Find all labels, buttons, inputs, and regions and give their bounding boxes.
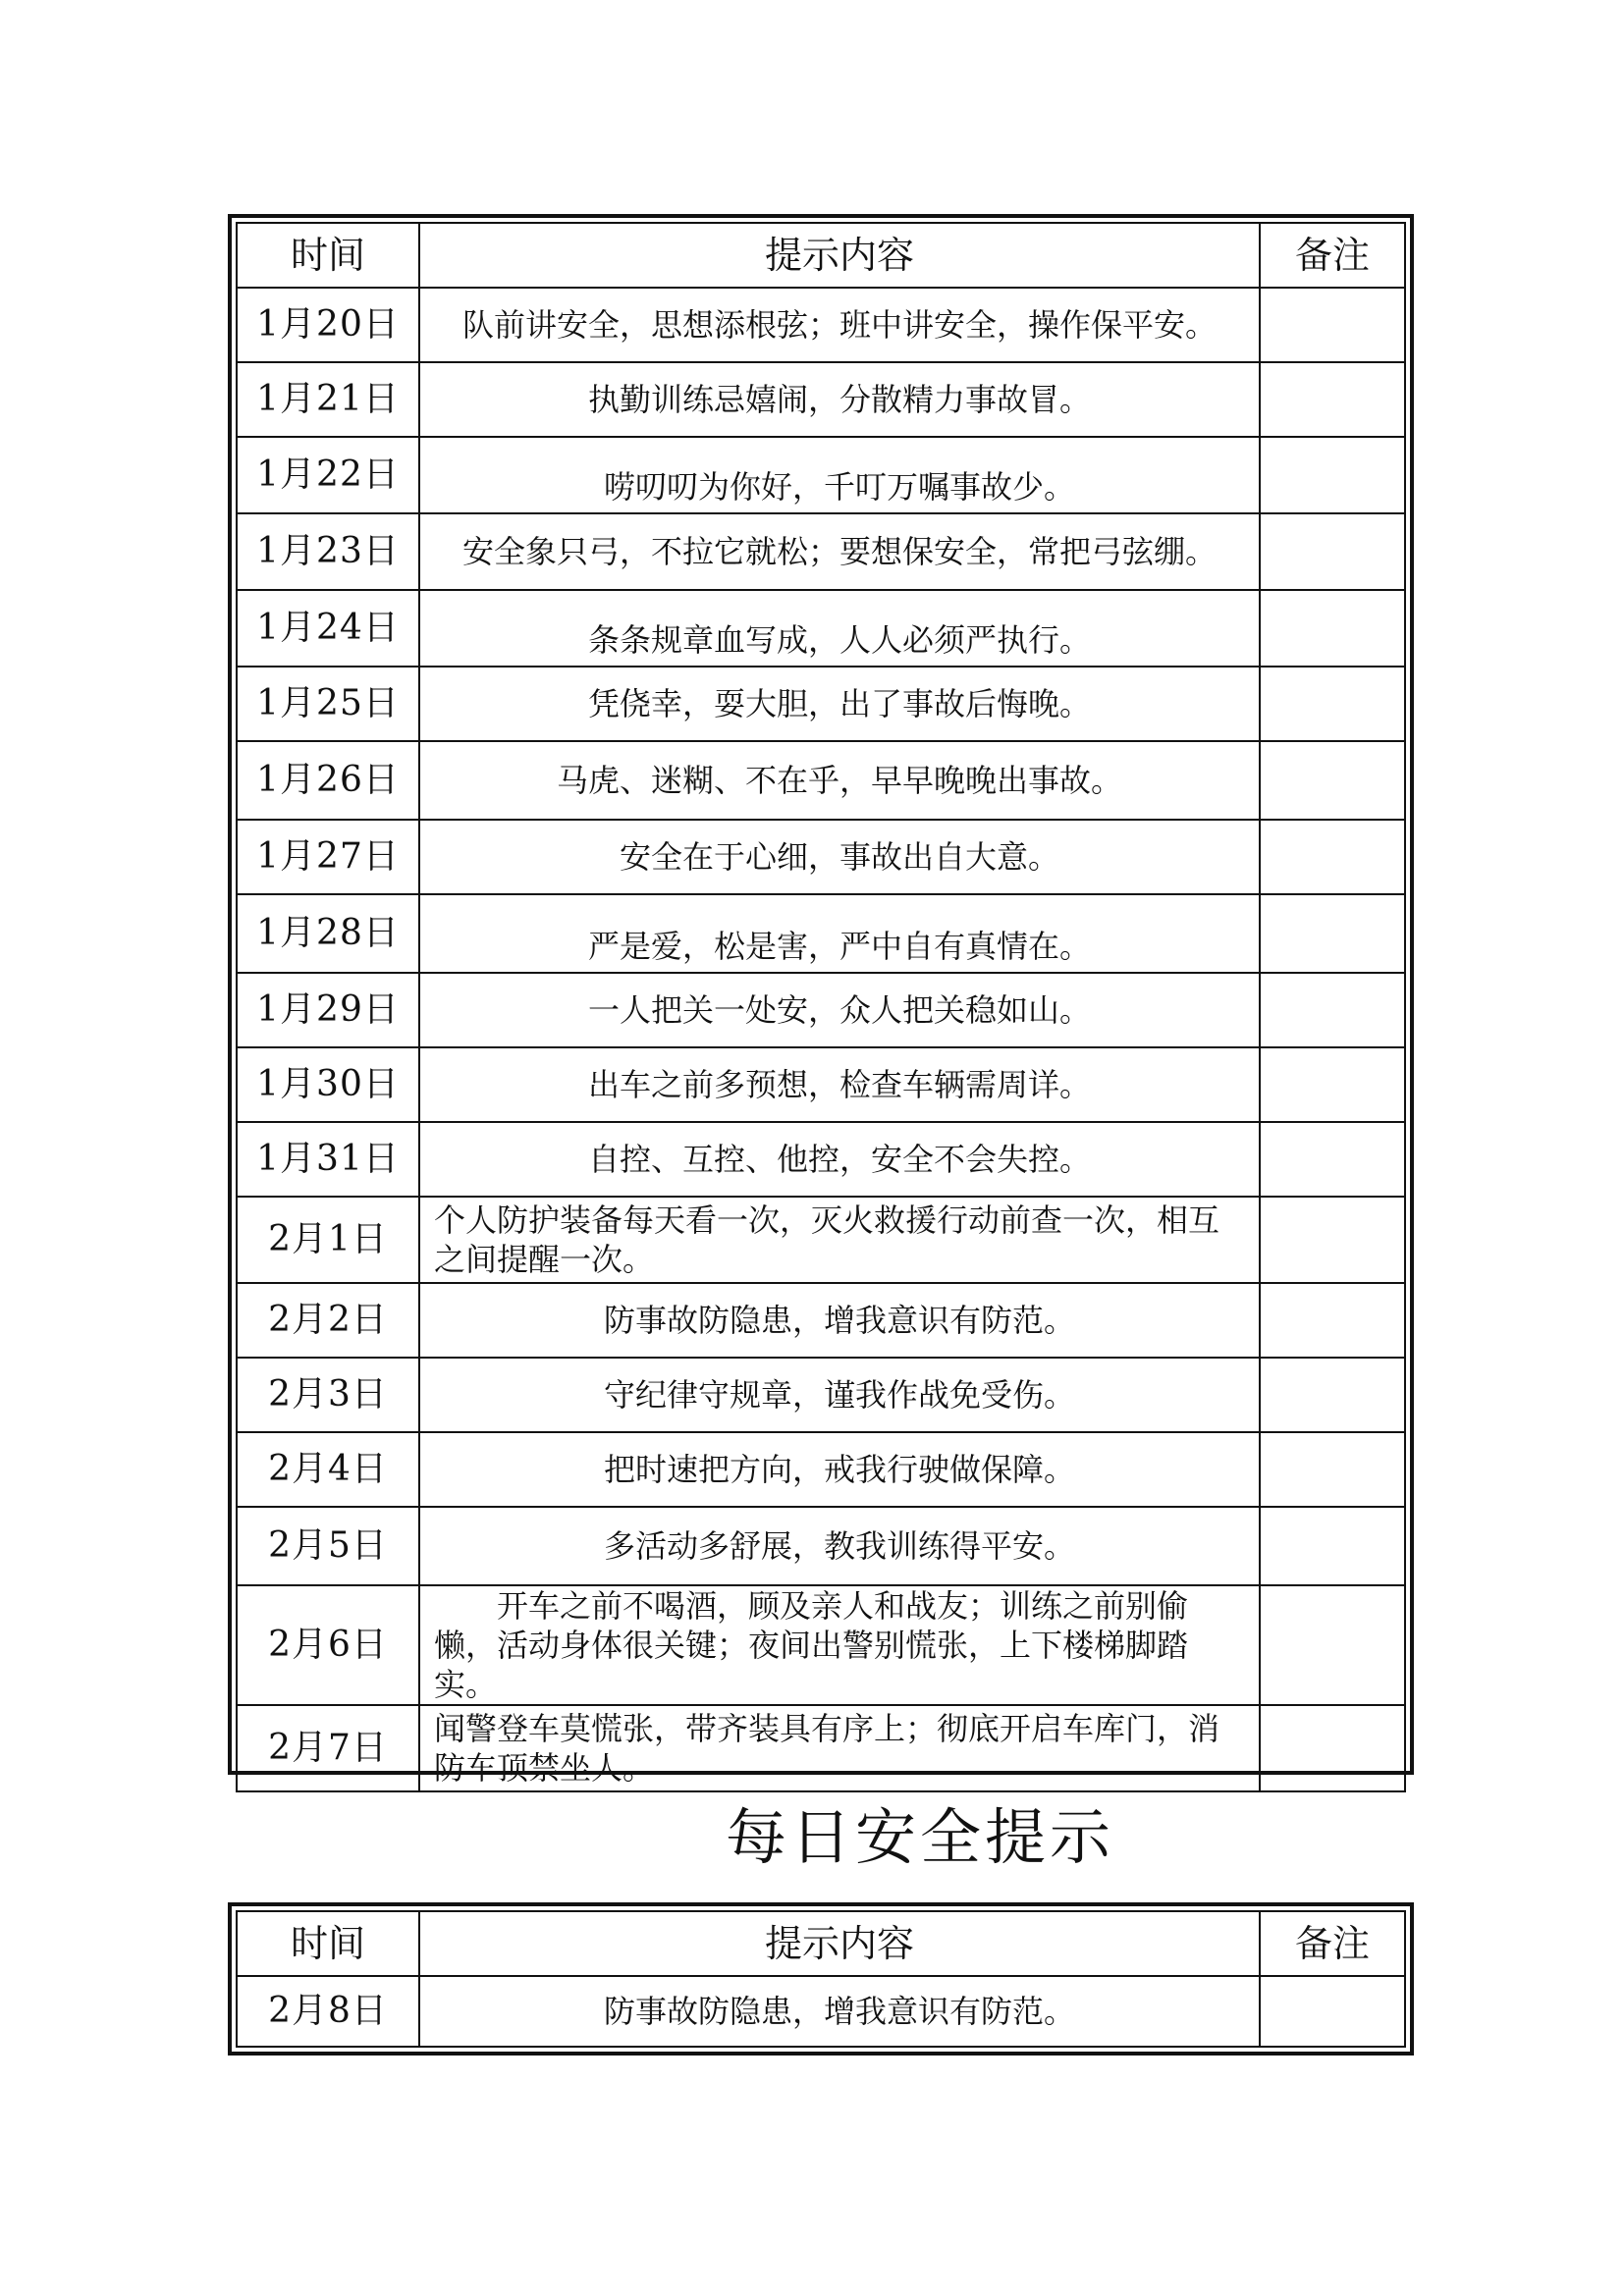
row-date: 1月26日 [237,741,419,820]
table-row [237,1197,1405,1283]
table-header-row [237,1911,1405,1976]
row-tip: 防事故防隐患，增我意识有防范。 [419,1283,1260,1358]
row-tip: 多活动多舒展，教我训练得平安。 [419,1507,1260,1585]
table-row [237,820,1405,894]
row-date: 2月4日 [237,1432,419,1507]
row-note [1260,1507,1405,1585]
row-note [1260,741,1405,820]
table-row [237,741,1405,820]
table-row [237,1047,1405,1122]
row-tip: 执勤训练忌嬉闹，分散精力事故冒。 [419,362,1260,437]
row-tip: 安全象只弓，不拉它就松；要想保安全，常把弓弦绷。 [419,513,1260,590]
row-tip: 严是爱，松是害，严中自有真情在。 [419,894,1260,973]
header-note: 备注 [1260,223,1405,288]
row-tip: 守纪律守规章，谨我作战免受伤。 [419,1358,1260,1432]
row-date: 2月5日 [237,1507,419,1585]
row-tip: 闻警登车莫慌张，带齐装具有序上；彻底开启车库门，消防车顶禁坐人。 [419,1705,1260,1791]
table-row [237,1283,1405,1358]
row-tip: 出车之前多预想，检查车辆需周详。 [419,1047,1260,1122]
row-tip: 自控、互控、他控，安全不会失控。 [419,1122,1260,1197]
row-note [1260,362,1405,437]
row-note [1260,1197,1405,1283]
table-row [237,973,1405,1047]
row-note [1260,1432,1405,1507]
row-note [1260,1976,1405,2047]
row-date: 2月2日 [237,1283,419,1358]
row-note [1260,437,1405,513]
row-tip: 凭侥幸，耍大胆，出了事故后悔晚。 [419,667,1260,741]
table-header-row [237,223,1405,288]
page-title: 每日安全提示 [725,1801,1114,1873]
row-tip: 马虎、迷糊、不在乎，早早晚晚出事故。 [419,741,1260,820]
header-time: 时间 [237,223,419,288]
table-row [237,590,1405,667]
table-row [237,513,1405,590]
row-date: 1月31日 [237,1122,419,1197]
row-note [1260,1122,1405,1197]
row-date: 1月20日 [237,288,419,362]
row-tip: 安全在于心细，事故出自大意。 [419,820,1260,894]
row-note [1260,820,1405,894]
table-row [237,1358,1405,1432]
header-content: 提示内容 [419,223,1260,288]
row-tip: 个人防护装备每天看一次，灭火救援行动前查一次，相互之间提醒一次。 [419,1197,1260,1283]
row-date: 1月23日 [237,513,419,590]
row-date: 1月28日 [237,894,419,973]
row-tip: 开车之前不喝酒，顾及亲人和战友；训练之前别偷懒，活动身体很关键；夜间出警别慌张，上下楼梯脚踏实。 [419,1585,1260,1705]
row-date: 2月8日 [237,1976,419,2047]
row-tip: 防事故防隐患，增我意识有防范。 [419,1976,1260,2047]
row-tip: 条条规章血写成，人人必须严执行。 [419,590,1260,667]
row-date: 1月30日 [237,1047,419,1122]
table-row [237,1705,1405,1791]
row-date: 2月7日 [237,1705,419,1791]
row-date: 1月22日 [237,437,419,513]
row-note [1260,973,1405,1047]
row-date: 2月1日 [237,1197,419,1283]
row-tip: 把时速把方向，戒我行驶做保障。 [419,1432,1260,1507]
row-tip: 队前讲安全，思想添根弦；班中讲安全，操作保平安。 [419,288,1260,362]
row-note [1260,894,1405,973]
table-row [237,288,1405,362]
row-date: 2月6日 [237,1585,419,1705]
table-row [237,362,1405,437]
row-note [1260,1283,1405,1358]
row-tip: 一人把关一处安，众人把关稳如山。 [419,973,1260,1047]
table-row [237,1585,1405,1705]
table-row [237,437,1405,513]
row-date: 1月21日 [237,362,419,437]
header-time: 时间 [237,1911,419,1976]
table-row [237,894,1405,973]
row-date: 1月27日 [237,820,419,894]
safety-table-2 [228,1902,1414,2056]
table-row [237,1507,1405,1585]
row-tip: 唠叨叨为你好，千叮万嘱事故少。 [419,437,1260,513]
row-date: 2月3日 [237,1358,419,1432]
table-row [237,1432,1405,1507]
header-content: 提示内容 [419,1911,1260,1976]
header-note: 备注 [1260,1911,1405,1976]
table-row [237,1976,1405,2047]
safety-table-1 [228,214,1414,1787]
row-note [1260,513,1405,590]
row-note [1260,590,1405,667]
row-note [1260,1705,1405,1791]
row-note [1260,288,1405,362]
row-date: 1月25日 [237,667,419,741]
table-row [237,1122,1405,1197]
row-note [1260,1358,1405,1432]
row-note [1260,667,1405,741]
row-note [1260,1585,1405,1705]
table-row [237,667,1405,741]
row-note [1260,1047,1405,1122]
row-date: 1月24日 [237,590,419,667]
row-date: 1月29日 [237,973,419,1047]
